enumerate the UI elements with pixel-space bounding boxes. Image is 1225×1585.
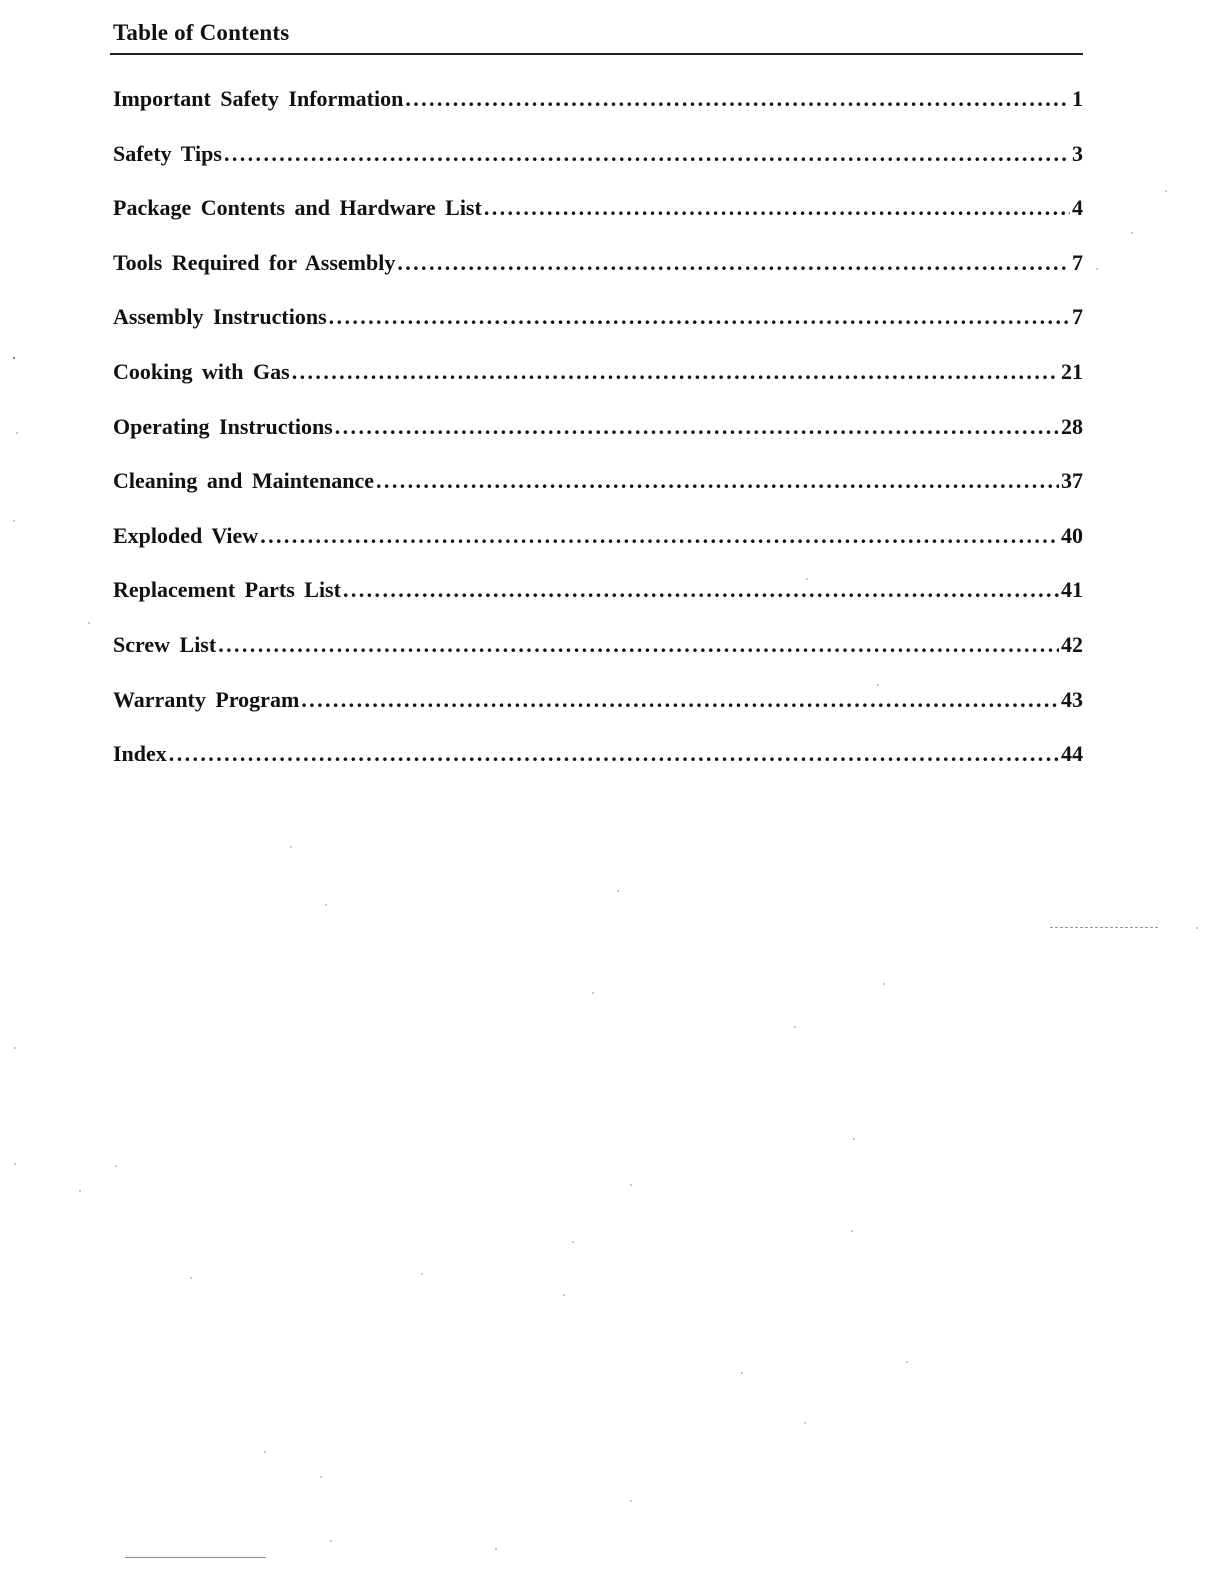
toc-entry-page: 7 xyxy=(1072,304,1083,330)
scan-speck xyxy=(851,1230,853,1232)
dot-leader xyxy=(329,302,1070,332)
toc-entry[interactable] xyxy=(113,466,1083,521)
scan-speck xyxy=(264,1451,266,1453)
scan-speck xyxy=(13,357,15,359)
scan-artifact-line xyxy=(125,1557,266,1558)
scan-speck xyxy=(320,1476,322,1478)
scan-speck xyxy=(14,1047,16,1049)
toc-entry-label: Operating Instructions xyxy=(113,413,333,439)
scan-speck xyxy=(630,1500,632,1502)
dot-leader xyxy=(335,412,1059,442)
toc-entry[interactable] xyxy=(113,412,1083,467)
scan-speck xyxy=(115,1165,117,1167)
scan-speck xyxy=(853,1138,855,1140)
scan-speck xyxy=(330,1540,332,1542)
scan-artifact-line xyxy=(1050,927,1158,928)
scan-speck xyxy=(79,1190,81,1192)
toc-entry-page: 37 xyxy=(1061,468,1083,494)
scan-speck xyxy=(877,684,879,686)
scan-speck xyxy=(617,890,619,892)
scan-speck xyxy=(325,904,327,906)
title-divider xyxy=(110,53,1083,55)
scan-speck xyxy=(290,846,292,848)
toc-entry-page: 3 xyxy=(1072,140,1083,166)
dot-leader xyxy=(292,357,1059,387)
scan-speck xyxy=(190,1277,192,1279)
toc-entry-label: Cooking with Gas xyxy=(113,358,290,384)
scan-speck xyxy=(592,992,594,994)
toc-entry[interactable] xyxy=(113,521,1083,576)
dot-leader xyxy=(343,575,1059,605)
scan-speck xyxy=(563,1294,565,1296)
toc-entry[interactable] xyxy=(113,739,1083,794)
toc-entry-page: 41 xyxy=(1061,577,1083,603)
toc-entry-label: Tools Required for Assembly xyxy=(113,249,396,275)
toc-entry-page: 44 xyxy=(1061,741,1083,767)
scan-speck xyxy=(14,1163,16,1165)
toc-entry-page: 28 xyxy=(1061,413,1083,439)
toc-entry[interactable] xyxy=(113,248,1083,303)
toc-entry-page: 21 xyxy=(1061,358,1083,384)
scan-speck xyxy=(883,983,885,985)
scan-speck xyxy=(88,622,90,624)
toc-entry-label: Safety Tips xyxy=(113,140,222,166)
scan-speck xyxy=(804,1422,806,1424)
scan-speck xyxy=(421,1273,423,1275)
scan-speck xyxy=(794,1026,796,1028)
dot-leader xyxy=(405,84,1070,114)
scan-speck xyxy=(1165,190,1167,192)
toc-entry-label: Replacement Parts List xyxy=(113,577,341,603)
toc-entry-label: Cleaning and Maintenance xyxy=(113,468,375,494)
scan-speck xyxy=(572,1241,574,1243)
toc-entry-page: 43 xyxy=(1061,686,1083,712)
scan-speck xyxy=(1196,927,1198,929)
dot-leader xyxy=(218,630,1059,660)
toc-entry[interactable] xyxy=(113,630,1083,685)
scan-speck xyxy=(1131,232,1133,234)
toc-entry-page: 42 xyxy=(1061,631,1083,657)
scan-speck xyxy=(806,578,808,580)
toc-entry[interactable] xyxy=(113,357,1083,412)
scan-speck xyxy=(16,432,18,434)
toc-entry[interactable] xyxy=(113,302,1083,357)
dot-leader xyxy=(169,739,1059,769)
toc-entry-label: Important Safety Information xyxy=(113,86,404,111)
dot-leader xyxy=(260,521,1059,551)
dot-leader xyxy=(376,466,1059,496)
toc-list xyxy=(113,84,1083,794)
scan-speck xyxy=(13,520,15,522)
toc-entry-page: 4 xyxy=(1072,195,1083,221)
toc-entry-label: Package Contents and Hardware List xyxy=(113,195,482,221)
scan-speck xyxy=(741,1372,743,1374)
toc-entry[interactable] xyxy=(113,193,1083,248)
toc-entry-page: 40 xyxy=(1061,522,1083,548)
toc-entry-label: Screw List xyxy=(113,631,217,657)
scan-speck xyxy=(1096,268,1098,270)
toc-entry[interactable] xyxy=(113,84,1083,139)
scan-speck xyxy=(495,1548,497,1550)
scan-speck xyxy=(906,1361,908,1363)
toc-entry-label: Assembly Instructions xyxy=(113,304,327,330)
toc-entry[interactable] xyxy=(113,139,1083,194)
scan-speck xyxy=(630,1184,632,1186)
toc-entry[interactable] xyxy=(113,575,1083,630)
toc-entry-page: 1 xyxy=(1072,86,1083,111)
dot-leader xyxy=(484,193,1070,223)
page-title: Table of Contents xyxy=(113,20,290,45)
toc-entry-label: Warranty Program xyxy=(113,686,300,712)
toc-entry[interactable] xyxy=(113,685,1083,740)
toc-entry-label: Exploded View xyxy=(113,522,259,548)
toc-entry-page: 7 xyxy=(1072,249,1083,275)
toc-entry-label: Index xyxy=(113,741,167,767)
dot-leader xyxy=(397,248,1070,278)
dot-leader xyxy=(301,685,1059,715)
dot-leader xyxy=(224,139,1070,169)
